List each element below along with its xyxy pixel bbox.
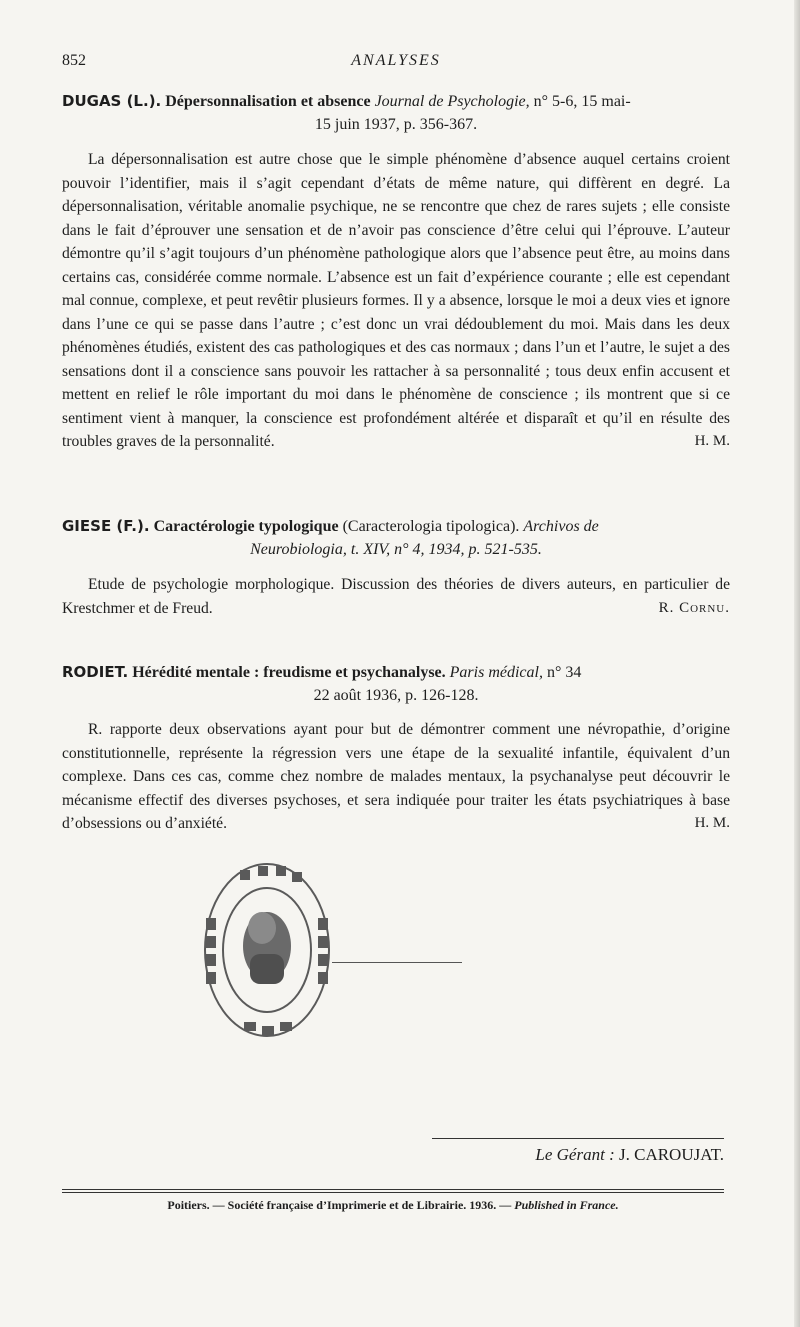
entry-source-rest: n° 5-6, 15 mai- <box>533 93 631 110</box>
reviewer-signature: R. Cornu. <box>658 599 730 616</box>
entry-title: Dépersonnalisation et absence <box>165 93 371 110</box>
entry-author: GIESE (F.). <box>62 517 150 535</box>
entry-heading-giese <box>62 515 730 561</box>
entry-heading-rodiet <box>62 661 730 707</box>
page-edge-shadow <box>794 0 800 1327</box>
entry-body-giese <box>62 573 730 620</box>
entry-source-line2: Neurobiologia, t. XIV, n° 4, 1934, p. 521-535. <box>250 541 542 558</box>
gerant-line <box>432 1145 724 1165</box>
gerant-label: Le Gérant : <box>535 1145 615 1164</box>
footer-rule <box>62 1192 724 1193</box>
abstract-paragraph: R. rapporte deux observations ayant pour but de démontrer comment une névropathie, d’origine constitutionnelle, représente la régression vers une étape de la sexualité infantile, équivalent d’un complexe. Dans ces cas, comme chez nombre de malades mentaux, la psychanalyse peut découvrir le mécanisme effectif des diverses psychoses, et sera indiquée pour traiter les états psychiatriques à base d’obsessions ou d’anxiété. H. M. <box>62 718 730 836</box>
entry-body-rodiet <box>62 718 730 836</box>
printer-footer <box>62 1198 724 1213</box>
entry-source-line2: 15 juin 1937, p. 356-367. <box>314 116 478 133</box>
stamp-line <box>332 962 462 963</box>
entry-title: Caractérologie typologique <box>153 518 339 535</box>
entry-heading-dugas <box>62 90 730 136</box>
entry-title: Hérédité mentale : freudisme et psychanalyse. <box>132 664 446 681</box>
abstract-paragraph: La dépersonnalisation est autre chose que le simple phénomène d’absence auquel certains croient pouvoir l’identifier, mais il s’agit cependant d’états de même nature, qui diffèrent en degré. La dépersonnalisation, véritable anomalie psychique, ne se rencontre que chez de rares sujets ; elle consiste dans le fait d’éprouver une sensation et de n’avoir pas conscience d’être celui qui l’éprouve. L’auteur démontre qu’il s’agit toujours d’un phénomène pathologique alors que l’absence peut être, au moins dans certains cas, considérée comme normale. L’absence est un fait d’expérience courante ; elle est cependant mal connue, complexe, et peut revêtir plusieurs formes. Il y a absence, lorsque le moi a deux vies et ignore dans l’une ce qui se passe dans l’autre ; c’est donc un vrai dédoublement du moi. Mais dans les deux phénomènes étudiés, existent des cas pathologiques et des cas normaux ; dans l’un et l’autre, le sujet a des sensations dont il a conscience sans pouvoir les rattacher à sa personnalité ; tous deux enfin accusent et mettent en relief le rôle important du moi dans le phénomène de conscience ; ils montrent que si ce sentiment vient à manquer, la conscience est profondément altérée et disparaît et qu’il en résulte des troubles graves de la personnalité. H. M. <box>62 148 730 454</box>
page-number: 852 <box>62 52 86 69</box>
entry-body-dugas <box>62 148 730 454</box>
reviewer-signature: H. M. <box>694 815 730 831</box>
entry-title-translation: (Caracterologia tipologica). <box>342 518 520 535</box>
footer-rule <box>62 1189 724 1190</box>
entry-source-rest: n° 34 <box>546 664 582 681</box>
entry-journal: Paris médical, <box>449 664 543 681</box>
published-in: Published in France. <box>514 1198 619 1212</box>
abstract-paragraph: Etude de psychologie morphologique. Discussion des théories de divers auteurs, en particulier de Krestchmer et de Freud. R. Cornu. <box>62 573 730 620</box>
gerant-rule <box>432 1138 724 1139</box>
entry-journal: Archivos de <box>523 518 599 535</box>
printer-info: Poitiers. — Société française d’Imprimerie et de Librairie. 1936. — <box>167 1198 512 1212</box>
gerant-name: J. CAROUJAT. <box>618 1145 724 1164</box>
entry-source-line2: 22 août 1936, p. 126-128. <box>313 687 479 704</box>
running-header <box>62 52 730 76</box>
reviewer-signature: H. M. <box>694 433 730 449</box>
entry-author: RODIET. <box>62 663 129 681</box>
running-title: ANALYSES <box>351 52 441 69</box>
library-stamp-icon <box>200 858 335 1043</box>
entry-journal: Journal de Psychologie, <box>374 93 530 110</box>
entry-author: DUGAS (L.). <box>62 92 162 110</box>
